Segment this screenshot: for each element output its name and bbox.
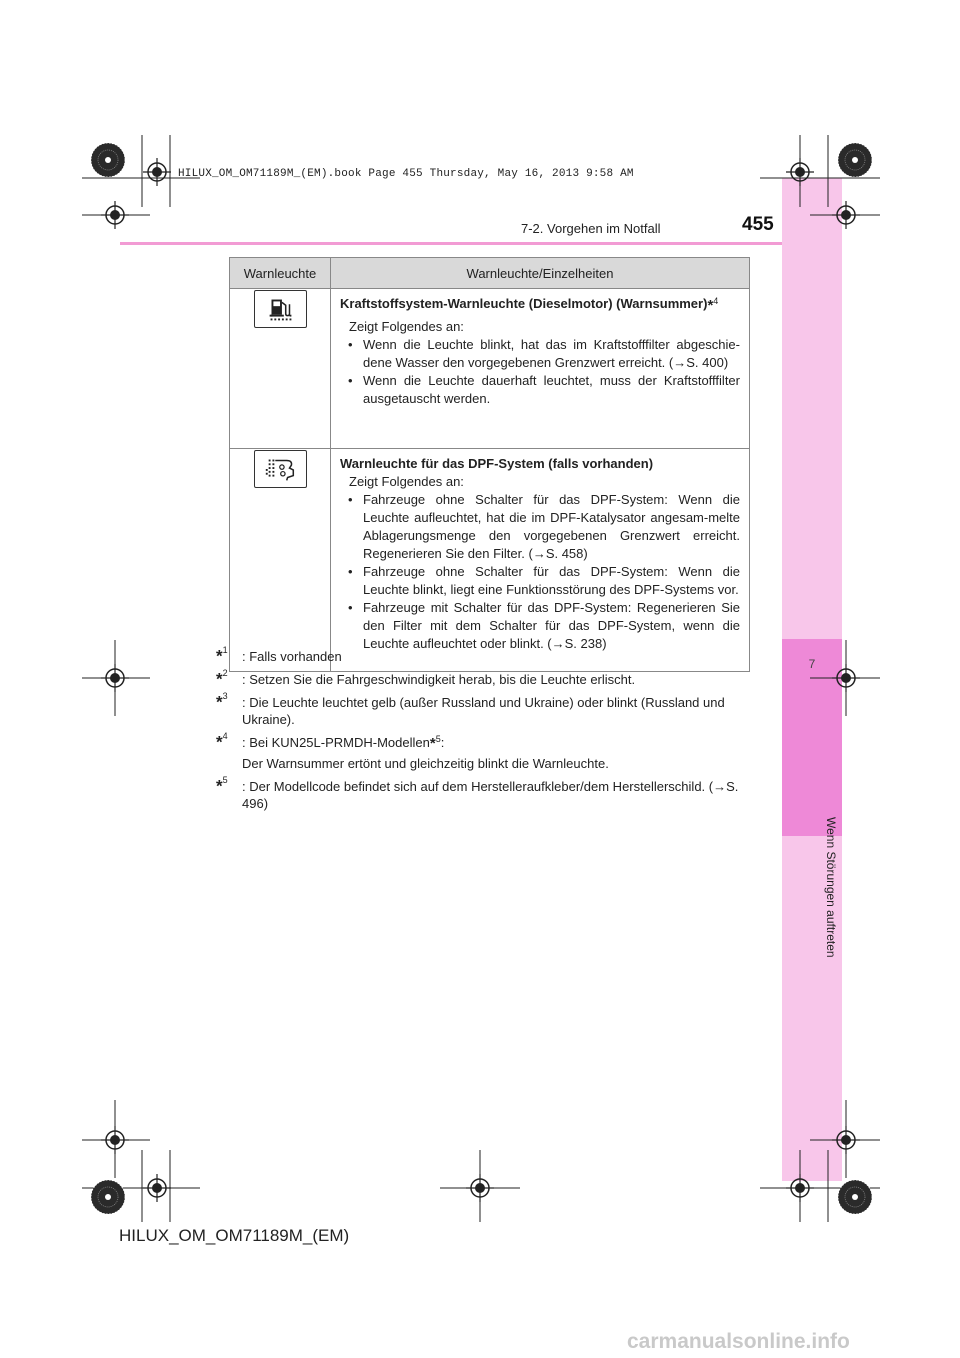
footnote-marker: *$^3$ xyxy=(216,691,228,712)
footnote-ref-number: 5 xyxy=(435,734,441,744)
footnote-marker: *$^1$ xyxy=(216,645,228,666)
footnote-text: : Die Leuchte leuchtet gelb (außer Russland und Ukraine) oder blinkt (Russland und Ukraine). xyxy=(242,695,725,727)
footnote-number: 1 xyxy=(222,645,228,655)
document-code: HILUX_OM_OM71189M_(EM) xyxy=(119,1226,350,1245)
chapter-number: 7 xyxy=(808,657,816,671)
footnote-marker: *$^2$ xyxy=(216,668,228,689)
row-intro: Zeigt Folgendes an: xyxy=(349,319,464,334)
footnote-number: 4 xyxy=(222,731,228,741)
footnote-number: 5 xyxy=(222,775,228,785)
footnote-number: 3 xyxy=(222,691,228,701)
footnote-text: : Falls vorhanden xyxy=(242,649,342,664)
page-number: 455 xyxy=(742,214,774,235)
list-item: • Wenn die Leuchte blinkt, hat das im Kraftstofffilter abgeschie-dene Wasser den vorgegebenen Grenzwert erreicht. (→S. 400) xyxy=(344,336,740,372)
footnote-marker: *$^5$ xyxy=(216,775,228,796)
footnote-marker: *$^4$ xyxy=(216,731,228,752)
footnote-text-after-ref: : xyxy=(440,735,445,750)
footnote-text: : Setzen Sie die Fahrgeschwindigkeit herab, bis die Leuchte erlischt. xyxy=(242,672,636,687)
row-intro: Zeigt Folgendes an: xyxy=(349,474,464,489)
footnote-text: : Der Modellcode befindet sich auf dem Herstelleraufkleber/dem Herstellerschild. (→S. 496) xyxy=(242,779,739,811)
list-item: • Wenn die Leuchte dauerhaft leuchtet, muss der Kraftstofffilter ausgetauscht werden. xyxy=(344,372,740,408)
list-item: • Fahrzeuge mit Schalter für das DPF-System: Regenerieren Sie den Filter mit dem Schalter für das DPF-System, wenn die Leuchte aufleuchtet oder blinkt. (→S. 238) xyxy=(344,599,740,653)
chapter-label: Wenn Störungen auftreten xyxy=(824,817,838,958)
row-title-text: Kraftstoffsystem-Warnleuchte (Dieselmotor) (Warnsummer) xyxy=(340,296,708,311)
footnote-ref: *$^4$ xyxy=(707,296,719,314)
table-header-cell: Warnleuchte xyxy=(230,258,331,289)
footnote-number: 2 xyxy=(222,668,228,678)
table-header-cell: Warnleuchte/Einzelheiten xyxy=(331,258,750,289)
file-stamp: HILUX_OM_OM71189M_(EM).book Page 455 Thursday, May 16, 2013 9:58 AM xyxy=(178,168,634,180)
footnote-text: : Bei KUN25L-PRMDH-Modellen xyxy=(242,735,430,750)
footnote-ref-number: 4 xyxy=(713,296,719,306)
list-item: • Fahrzeuge ohne Schalter für das DPF-System: Wenn die Leuchte blinkt, liegt eine Funktionsstörung des DPF-Systems vor. xyxy=(344,563,740,599)
footnote-second-line: Der Warnsummer ertönt und gleichzeitig blinkt die Warnleuchte. xyxy=(242,756,609,771)
watermark: carmanualsonline.info xyxy=(627,1330,850,1353)
section-title: 7-2. Vorgehen im Notfall xyxy=(521,221,661,236)
row-title: Warnleuchte für das DPF-System (falls vorhanden) xyxy=(340,456,654,471)
footnote-ref: *$^5$ xyxy=(429,734,441,752)
list-item: • Fahrzeuge ohne Schalter für das DPF-System: Wenn die Leuchte aufleuchtet, hat die im DPF-Katalysator angesam-melte Ablagerungsmenge den vorgegebenen Grenzwert erreicht. Regenerieren Sie den Filter. (→S. 458) xyxy=(344,491,740,563)
